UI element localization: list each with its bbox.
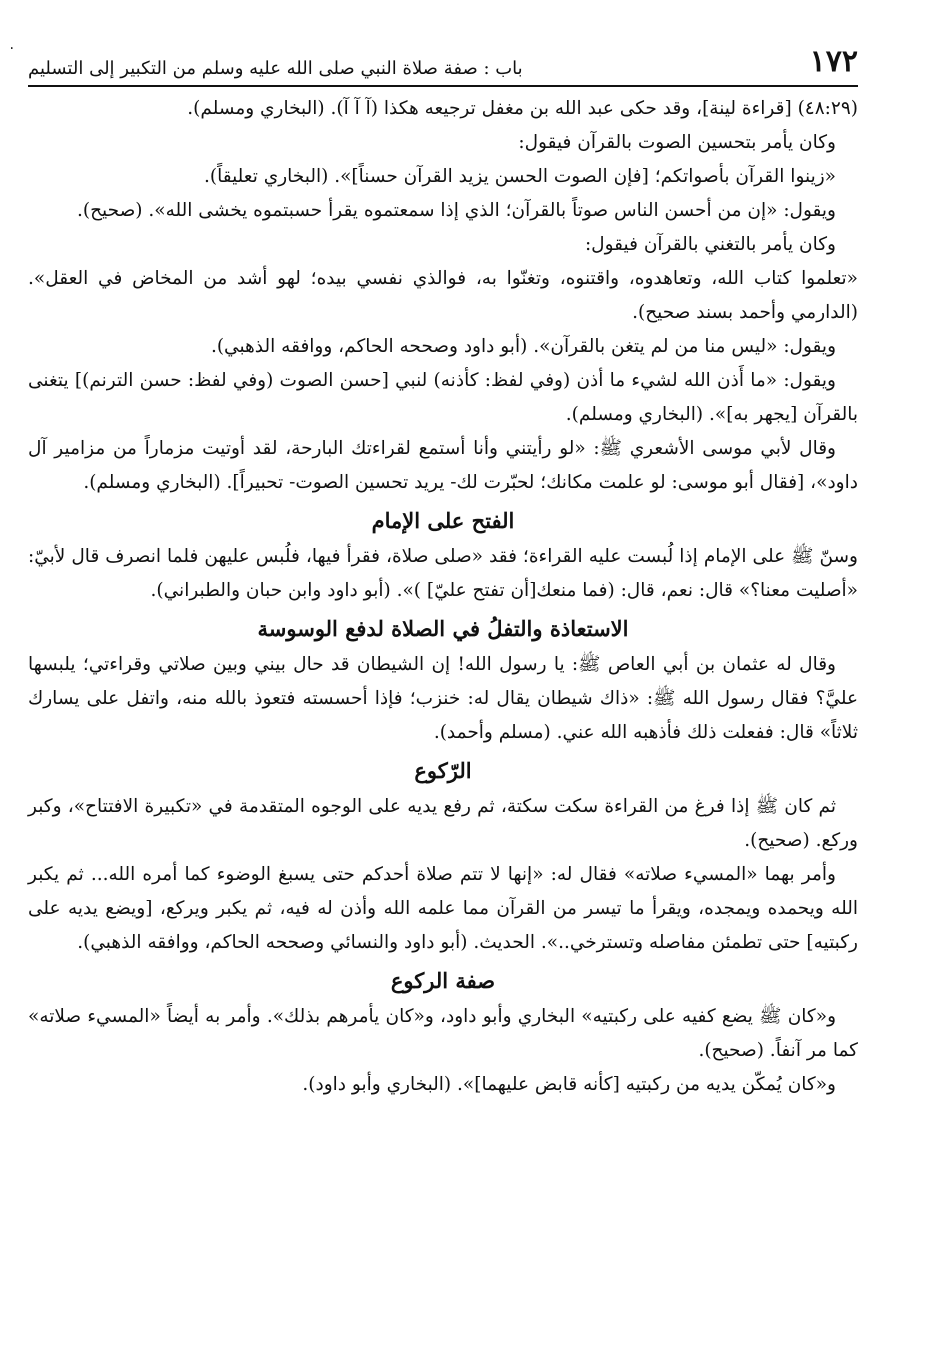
paragraph: «تعلموا كتاب الله، وتعاهدوه، واقتنوه، وتغنّوا به، فوالذي نفسي بيده؛ لهو أشد من المخاض في العقل». (الدارمي وأحمد بسند صحيح). (28, 268, 858, 323)
section-heading: الرّكوع (414, 758, 472, 783)
paragraph: ويقول: «ليس منا من لم يتغن بالقرآن». (أبو داود وصححه الحاكم، ووافقه الذهبي). (210, 336, 836, 357)
paragraph: ثم كان ﷺ إذا فرغ من القراءة سكت سكتة، ثم رفع يديه على الوجوه المتقدمة في «تكبيرة الافتتاح»، وكبر وركع. (صحيح). (28, 796, 858, 851)
paragraph: (٤٨:٢٩) [قراءة لينة]، وقد حكى عبد الله بن مغفل ترجيعه هكذا (آ آ آ). (البخاري ومسلم). (187, 98, 858, 119)
paragraph: «زينوا القرآن بأصواتكم؛ [فإن الصوت الحسن يزيد القرآن حسناً]». (البخاري تعليقاً). (204, 166, 836, 187)
running-title: باب : صفة صلاة النبي صلى الله عليه وسلم من التكبير إلى التسليم (28, 58, 523, 79)
paragraph: ويقول: «إن من أحسن الناس صوتاً بالقرآن؛ الذي إذا سمعتموه يقرأ حسبتموه يخشى الله». (صحيح). (77, 200, 836, 221)
paragraph: و«كان ﷺ يضع كفيه على ركبتيه» البخاري وأبو داود، و«كان يأمرهم بذلك». وأمر به أيضاً «المسيء صلاته» كما مر آنفاً. (صحيح). (28, 1006, 858, 1061)
corner-mark: ٠ (8, 40, 16, 56)
paragraph: وكان يأمر بالتغني بالقرآن فيقول: (584, 234, 836, 255)
section-heading: صفة الركوع (390, 968, 496, 993)
section-heading: الاستعاذة والتفلُ في الصلاة لدفع الوسوسة (257, 616, 629, 641)
paragraph: و«كان يُمكّن يديه من ركبتيه [كأنه قابض عليهما]». (البخاري وأبو داود). (302, 1074, 836, 1095)
paragraph: وكان يأمر بتحسين الصوت بالقرآن فيقول: (518, 132, 836, 153)
page-number: ١٧٢ (809, 44, 858, 79)
paragraph: وقال لأبي موسى الأشعري ﷺ: «لو رأيتني وأنا أستمع لقراءتك البارحة، لقد أوتيت مزماراً من مزامير آل داود»، [فقال أبو موسى: لو علمت مكانك؛ لحبّرت لك- يريد تحسين الصوت- تحبيراً]. (البخاري ومسلم). (28, 438, 858, 493)
paragraph: وأمر بهما «المسيء صلاته» فقال له: «إنها لا تتم صلاة أحدكم حتى يسبغ الوضوء كما أمره الله... ثم يكبر الله ويحمده ويمجده، ويقرأ ما تيسر من القرآن مما علمه الله وأذن له فيه، ثم يكبر ويركع، [ويضع يديه على ركبتيه] حتى تطمئن مفاصله وتسترخي..». الحديث. (أبو داود والنسائي وصححه الحاكم، ووافقه الذهبي). (28, 864, 858, 953)
paragraph: وقال له عثمان بن أبي العاص ﷺ: يا رسول الله! إن الشيطان قد حال بيني وبين صلاتي وقراءتي؛ يلبسها عليَّ؟ فقال رسول الله ﷺ: «ذاك شيطان يقال له: خنزب؛ فإذا أحسسته فتعوذ بالله منه، واتفل على يسارك ثلاثاً» قال: ففعلت ذلك فأذهبه الله عني. (مسلم وأحمد). (28, 654, 858, 743)
paragraph: وسنّ ﷺ على الإمام إذا لُبست عليه القراءة؛ فقد «صلى صلاة، فقرأ فيها، فلُبس عليهن فلما انصرف قال لأبيّ: «أصليت معنا؟» قال: نعم، قال: (فما منعك[أن تفتح عليّ] )». (أبو داود وابن حبان والطبراني). (28, 546, 858, 601)
page-body (28, 92, 858, 1102)
paragraph: ويقول: «ما أَذن الله لشيء ما أذن (وفي لفظ: كأذنه) لنبي [حسن الصوت (وفي لفظ: حسن الترنم)] يتغنى بالقرآن [يجهر به]». (البخاري ومسلم). (28, 370, 858, 425)
section-heading: الفتح على الإمام (371, 508, 515, 533)
page-header (28, 44, 858, 87)
